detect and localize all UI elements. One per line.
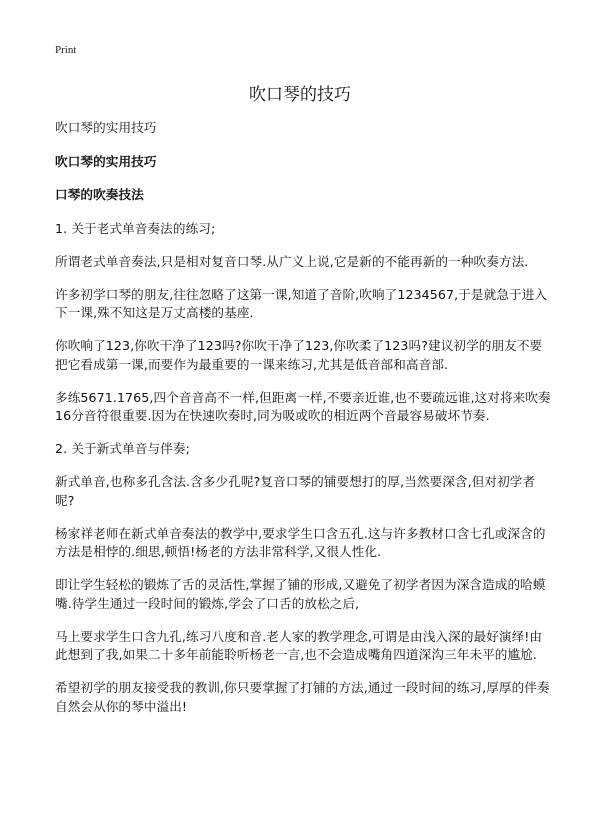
paragraph: 即让学生轻松的锻炼了舌的灵活性,掌握了铺的形成,又避免了初学者因为深含造成的哈蟆嘴.待学生通过一段时间的锻炼,学会了口舌的放松之后, [55,577,546,611]
subtitle-bold: 吹口琴的实用技巧 [55,153,157,169]
paragraph: 1. 关于老式单音奏法的练习; [55,220,216,236]
paragraph: 许多初学口琴的朋友,往往忽略了这第一课,知道了音阶,吹响了1234567,于是就急于进入下一课,殊不知这是万丈高楼的基座. [55,286,548,320]
section-heading: 口琴的吹奏技法 [55,187,144,202]
paragraph: 希望初学的朋友接受我的教训,你只要掌握了打铺的方法,通过一段时间的练习,厚厚的伴奏自然会从你的琴中溢出! [55,680,550,714]
paragraph: 多练5671.1765,四个音音高不一样,但距离一样,不要亲近谁,也不要疏远谁,这对将来吹奏16分音符很重要.因为在快速吹奏时,同为吸或吹的相近两个音最容易破坏节奏. [55,389,551,423]
print-link[interactable]: Print [55,44,77,56]
paragraph: 新式单音,也称多孔含法.含多少孔呢?复音口琴的铺要想打的厚,当然要深含,但对初学者呢? [55,474,536,508]
paragraph: 你吹响了123,你吹干净了123吗?你吹干净了123,你吹柔了123吗?建议初学的朋友不要把它看成第一课,而要作为最重要的一课来练习,尤其是低音部和高音部. [55,338,543,372]
paragraph: 杨家祥老师在新式单音奏法的教学中,要求学生口含五孔.这与许多教材口含七孔或深含的方法是相悖的.细思,顿悟!杨老的方法非常科学,又很人性化. [55,525,546,559]
subtitle-plain: 吹口琴的实用技巧 [55,120,157,135]
page-title: 吹口琴的技巧 [249,85,351,105]
paragraph: 马上要求学生口含九孔,练习八度和音.老人家的教学理念,可谓是由浅入深的最好演绎!由此想到了我,如果二十多年前能聆听杨老一言,也不会造成嘴角四道深沟三年未平的尴尬. [55,628,543,662]
paragraph: 所谓老式单音奏法,只是相对复音口琴.从广义上说,它是新的不能再新的一种吹奏方法. [55,253,529,269]
article-body [55,119,552,731]
paragraph: 2. 关于新式单音与伴奏; [55,441,190,456]
